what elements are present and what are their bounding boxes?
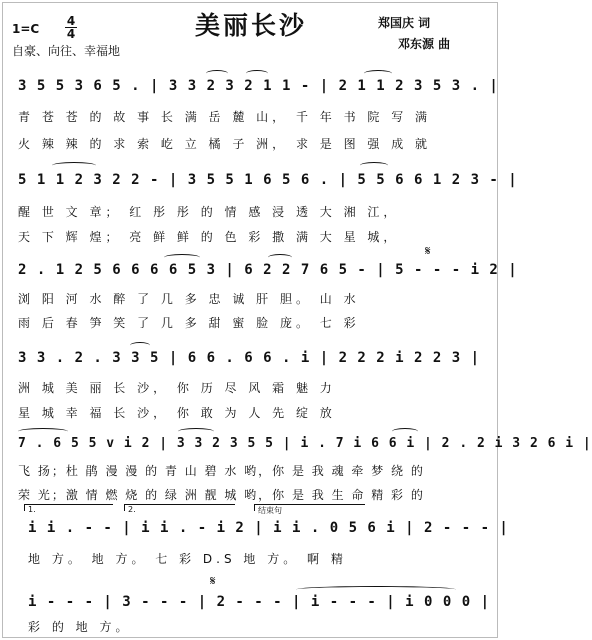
- tie-mark: [268, 254, 292, 261]
- tie-mark: [364, 70, 392, 77]
- time-signature-top: 4: [66, 14, 76, 28]
- segno-sign: 𝄋: [425, 244, 431, 259]
- notation-line-4: 3 3 . 2 . 3 3 5 | 6 6 . 6 6 . i | 2 2 2 i 2 2 3 |: [18, 350, 481, 366]
- notation-line-2: 5 1 1 2 3 2 2 - | 3 5 5 1 6 5 6 . | 5 5 6 6 1 2 3 - |: [18, 172, 518, 188]
- lyric-line-7: 彩 的 地 方。: [28, 620, 132, 634]
- tie-mark: [296, 586, 456, 593]
- lyric-line-3a: 浏 阳 河 水 醉 了 几 多 忠 诚 肝 胆。 山 水: [18, 292, 360, 306]
- key-signature: 1=C: [12, 22, 40, 36]
- time-signature: [65, 16, 77, 39]
- tie-mark: [246, 70, 268, 77]
- lyric-line-5a: 飞 扬；杜 鹃 漫 漫 的 青 山 碧 水 哟，你 是 我 魂 牵 梦 绕 的: [18, 464, 425, 478]
- tie-mark: [130, 342, 150, 349]
- lyric-line-4a: 洲 城 美 丽 长 沙， 你 历 尽 风 霜 魅 力: [18, 381, 336, 395]
- notation-line-7: i - - - | 3 - - - | 2 - - - | i - - - | i 0 0 0 |: [28, 594, 491, 610]
- lyric-line-1a: 青 苍 苍 的 故 事 长 满 岳 麓 山， 千 年 书 院 写 满: [18, 110, 432, 124]
- tie-mark: [178, 428, 214, 435]
- lyric-line-4b: 星 城 幸 福 长 沙， 你 敢 为 人 先 绽 放: [18, 406, 336, 420]
- notation-line-3: 2 . 1 2 5 6 6 6 6 5 3 | 6 2 2 7 6 5 - | 5 - - - i 2 |: [18, 262, 518, 278]
- lyric-line-2a: 醒 世 文 章； 红 彤 彤 的 情 感 浸 透 大 湘 江，: [18, 205, 400, 219]
- tie-mark: [360, 162, 388, 169]
- composer-credit: 邓东源 曲: [398, 37, 451, 51]
- segno-sign-2: 𝄋: [210, 574, 216, 589]
- tie-mark: [18, 428, 68, 435]
- tie-mark: [206, 70, 228, 77]
- lyric-line-6: 地 方。 地 方。 七 彩 D.S 地 方。 啊 精: [28, 552, 347, 566]
- notation-line-1: 3 5 5 3 6 5 . | 3 3 2 3 2 1 1 - | 2 1 1 2 3 5 3 . |: [18, 78, 499, 94]
- notation-line-5: 7 . 6 5 5 v i 2 | 3 3 2 3 5 5 | i . 7 i 6 6 i | 2 . 2 i 3 2 6 i |: [18, 436, 592, 451]
- tie-mark: [392, 428, 418, 435]
- notation-line-6: i i . - - | i i . - i 2 | i i . 0 5 6 i | 2 - - - |: [28, 520, 509, 536]
- first-ending-bracket: [24, 504, 113, 511]
- first-ending-label: 1.: [28, 505, 36, 514]
- coda-label: 结束句: [258, 506, 282, 515]
- tie-mark: [164, 254, 200, 261]
- song-title: 美丽长沙: [195, 11, 308, 40]
- tempo-marking: 自豪、向往、幸福地: [12, 44, 121, 58]
- second-ending-bracket: [124, 504, 235, 511]
- lyric-line-2b: 天 下 辉 煌； 亮 鲜 鲜 的 色 彩 撒 满 大 星 城，: [18, 230, 400, 244]
- time-signature-bottom: 4: [66, 27, 76, 41]
- tie-mark: [52, 162, 96, 169]
- lyricist-credit: 郑国庆 词: [378, 16, 431, 30]
- lyric-line-1b: 火 辣 辣 的 求 索 屹 立 橘 子 洲， 求 是 图 强 成 就: [18, 137, 432, 151]
- lyric-line-5b: 荣 光；激 情 燃 烧 的 绿 洲 靓 城 哟，你 是 我 生 命 精 彩 的: [18, 488, 425, 502]
- second-ending-label: 2.: [128, 505, 136, 514]
- lyric-line-3b: 雨 后 春 笋 笑 了 几 多 甜 蜜 脸 庞。 七 彩: [18, 316, 360, 330]
